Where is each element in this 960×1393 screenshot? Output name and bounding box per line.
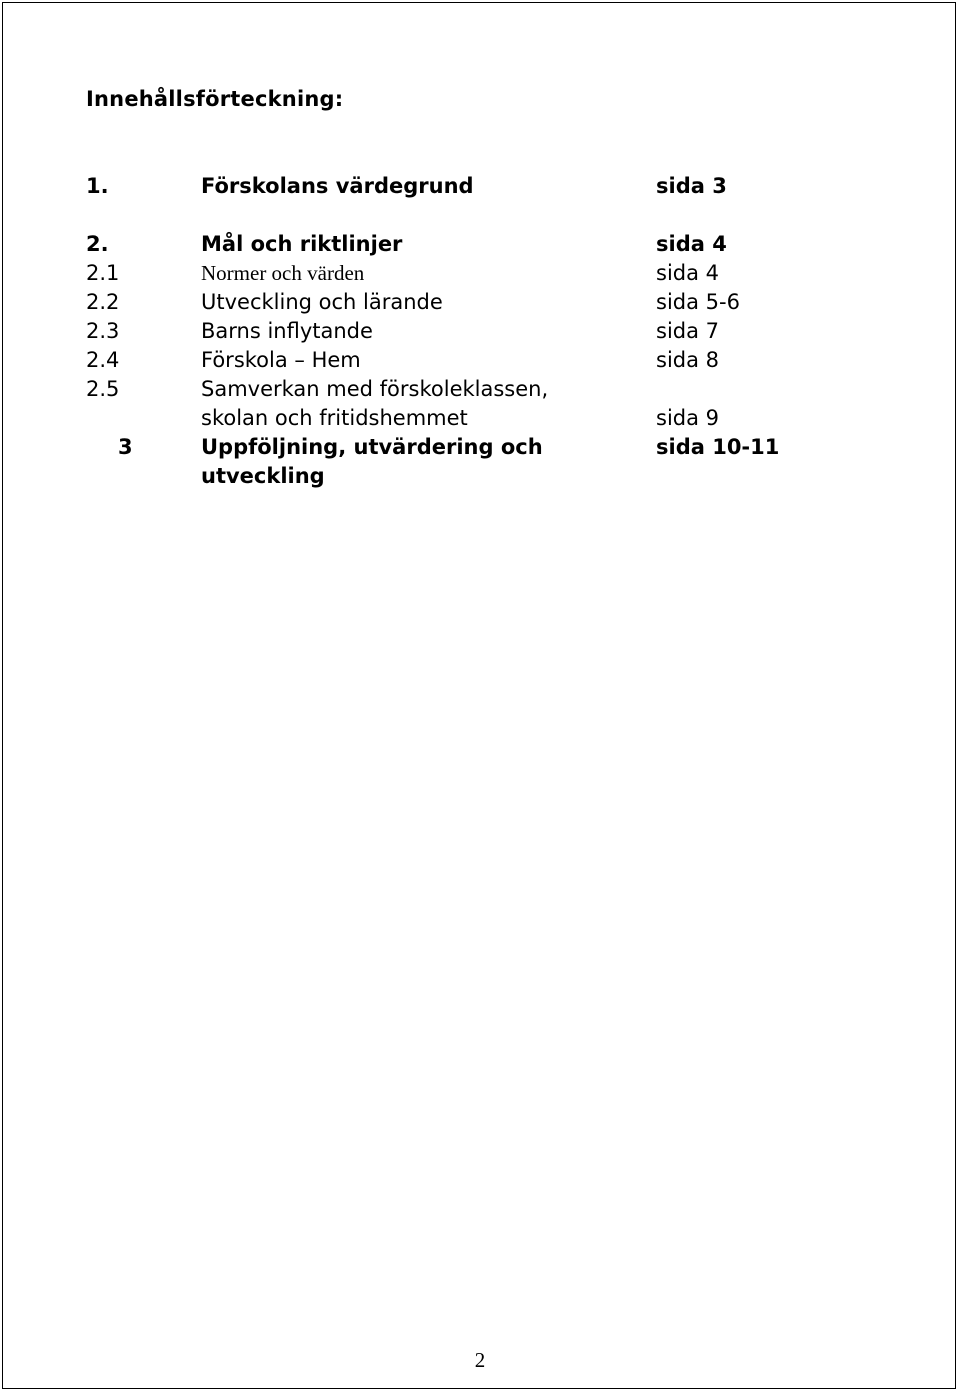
toc-entry-number: 1. bbox=[86, 174, 109, 198]
toc-entry-number: 3 bbox=[118, 435, 133, 459]
toc-entry-text: utveckling bbox=[201, 464, 325, 488]
toc-title: Innehållsförteckning: bbox=[86, 87, 344, 111]
toc-entry-number: 2.3 bbox=[86, 319, 120, 343]
toc-entry-page: sida 5-6 bbox=[656, 290, 740, 314]
toc-entry-page: sida 4 bbox=[656, 232, 727, 256]
toc-entry-text: Mål och riktlinjer bbox=[201, 232, 403, 256]
toc-entry-3 bbox=[3, 433, 957, 462]
toc-entry-page: sida 10-11 bbox=[656, 435, 780, 459]
toc-entry-2-3 bbox=[3, 317, 957, 346]
toc-entry-number: 2.2 bbox=[86, 290, 120, 314]
toc-entry-text: Utveckling och lärande bbox=[201, 290, 443, 314]
page-number: 2 bbox=[474, 1348, 486, 1372]
toc-entry-number: 2.4 bbox=[86, 348, 120, 372]
toc-entry-number: 2.5 bbox=[86, 377, 120, 401]
toc-entry-page: sida 4 bbox=[656, 261, 720, 285]
toc-entry-1 bbox=[3, 172, 957, 201]
toc-entry-page: sida 7 bbox=[656, 319, 720, 343]
toc-entry-text: skolan och fritidshemmet bbox=[201, 406, 468, 430]
document-page bbox=[2, 2, 956, 1389]
toc-entry-text: Förskola – Hem bbox=[201, 348, 361, 372]
toc-entry-2 bbox=[3, 230, 957, 259]
toc-entry-text: Samverkan med förskoleklassen, bbox=[201, 377, 549, 401]
toc-entry-text: Förskolans värdegrund bbox=[201, 174, 474, 198]
toc-entry-number: 2.1 bbox=[86, 261, 120, 285]
toc-entry-2-2 bbox=[3, 288, 957, 317]
toc-entry-text: Normer och värden bbox=[201, 261, 365, 285]
toc-entry-page: sida 3 bbox=[656, 174, 727, 198]
toc-entry-text: Uppföljning, utvärdering och bbox=[201, 435, 543, 459]
toc-entry-2-1 bbox=[3, 259, 957, 288]
toc-entry-2-5-continued bbox=[3, 404, 957, 433]
toc-entry-page: sida 8 bbox=[656, 348, 720, 372]
toc-entry-2-4 bbox=[3, 346, 957, 375]
toc-entry-3-continued bbox=[3, 462, 957, 491]
toc-entry-number: 2. bbox=[86, 232, 109, 256]
toc-entry-2-5 bbox=[3, 375, 957, 404]
toc-entry-page: sida 9 bbox=[656, 406, 720, 430]
toc-entry-text: Barns inflytande bbox=[201, 319, 373, 343]
